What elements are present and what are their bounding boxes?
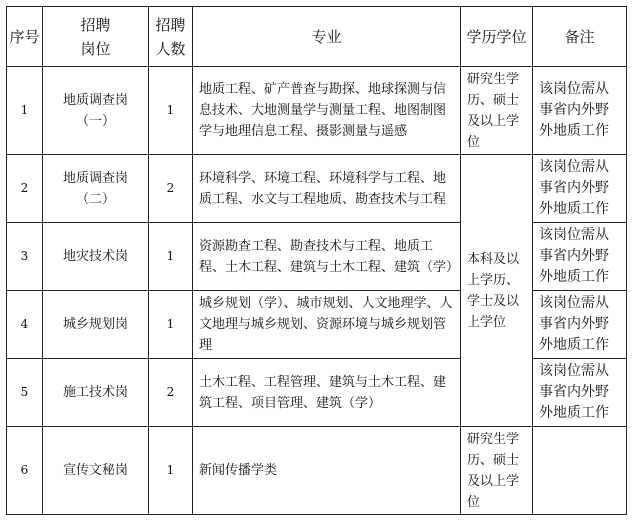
row-remark: 该岗位需从事省内外野外地质工作 [533,223,627,291]
row-count: 2 [149,359,193,427]
row-index: 2 [7,155,43,223]
recruitment-table [6,6,627,515]
row-index: 6 [7,427,43,515]
row-remark: 该岗位需从事省内外野外地质工作 [533,67,627,155]
row-position-label: 地质调查岗（二） [62,170,128,207]
row-major: 资源勘查工程、勘查技术与工程、地质工程、土木工程、建筑与土木工程、建筑（学） [193,223,461,291]
table-row [7,291,627,359]
row-count: 1 [149,223,193,291]
row-remark: 该岗位需从事省内外野外地质工作 [533,359,627,427]
row-count: 1 [149,427,193,515]
table-row [7,359,627,427]
header-index: 序号 [7,7,43,67]
row-remark: 该岗位需从事省内外野外地质工作 [533,155,627,223]
row-remark [533,427,627,515]
row-remark: 该岗位需从事省内外野外地质工作 [533,291,627,359]
header-education-label: 学历学位 [466,27,527,46]
row-major: 土木工程、工程管理、建筑与土木工程、建筑工程、项目管理、建筑（学） [193,359,461,427]
row-education-merged: 本科及以上学历、学士及以上学位 [461,155,533,427]
row-major: 新闻传播学类 [193,427,461,515]
row-index: 1 [7,67,43,155]
row-count: 1 [149,67,193,155]
row-position: 施工技术岗 [43,359,149,427]
row-position: 城乡规划岗 [43,291,149,359]
header-position-label: 招聘岗位 [80,15,111,58]
row-count: 2 [149,155,193,223]
table-row [7,427,627,515]
table-row [7,155,627,223]
row-count: 1 [149,291,193,359]
row-index: 5 [7,359,43,427]
header-education [461,7,533,67]
row-position-label: 地质调查岗（一） [62,92,128,129]
row-index: 4 [7,291,43,359]
header-remarks: 备注 [533,7,627,67]
row-position: 宣传文秘岗 [43,427,149,515]
header-count [149,7,193,67]
row-education: 研究生学历、硕士及以上学位 [461,67,533,155]
row-major: 环境科学、环境工程、环境科学与工程、地质工程、水文与工程地质、勘查技术与工程 [193,155,461,223]
table-row [7,67,627,155]
row-position [43,67,149,155]
header-count-label: 招聘人数 [155,15,186,58]
row-position [43,155,149,223]
row-education: 研究生学历、硕士及以上学位 [461,427,533,515]
table-row [7,223,627,291]
header-row [7,7,627,67]
header-major: 专业 [193,7,461,67]
row-index: 3 [7,223,43,291]
row-major: 地质工程、矿产普查与勘探、地球探测与信息技术、大地测量学与测量工程、地图制图学与地理信息工程、摄影测量与遥感 [193,67,461,155]
header-position [43,7,149,67]
row-position: 地灾技术岗 [43,223,149,291]
row-major: 城乡规划（学）、城市规划、人文地理学、人文地理与城乡规划、资源环境与城乡规划管理 [193,291,461,359]
